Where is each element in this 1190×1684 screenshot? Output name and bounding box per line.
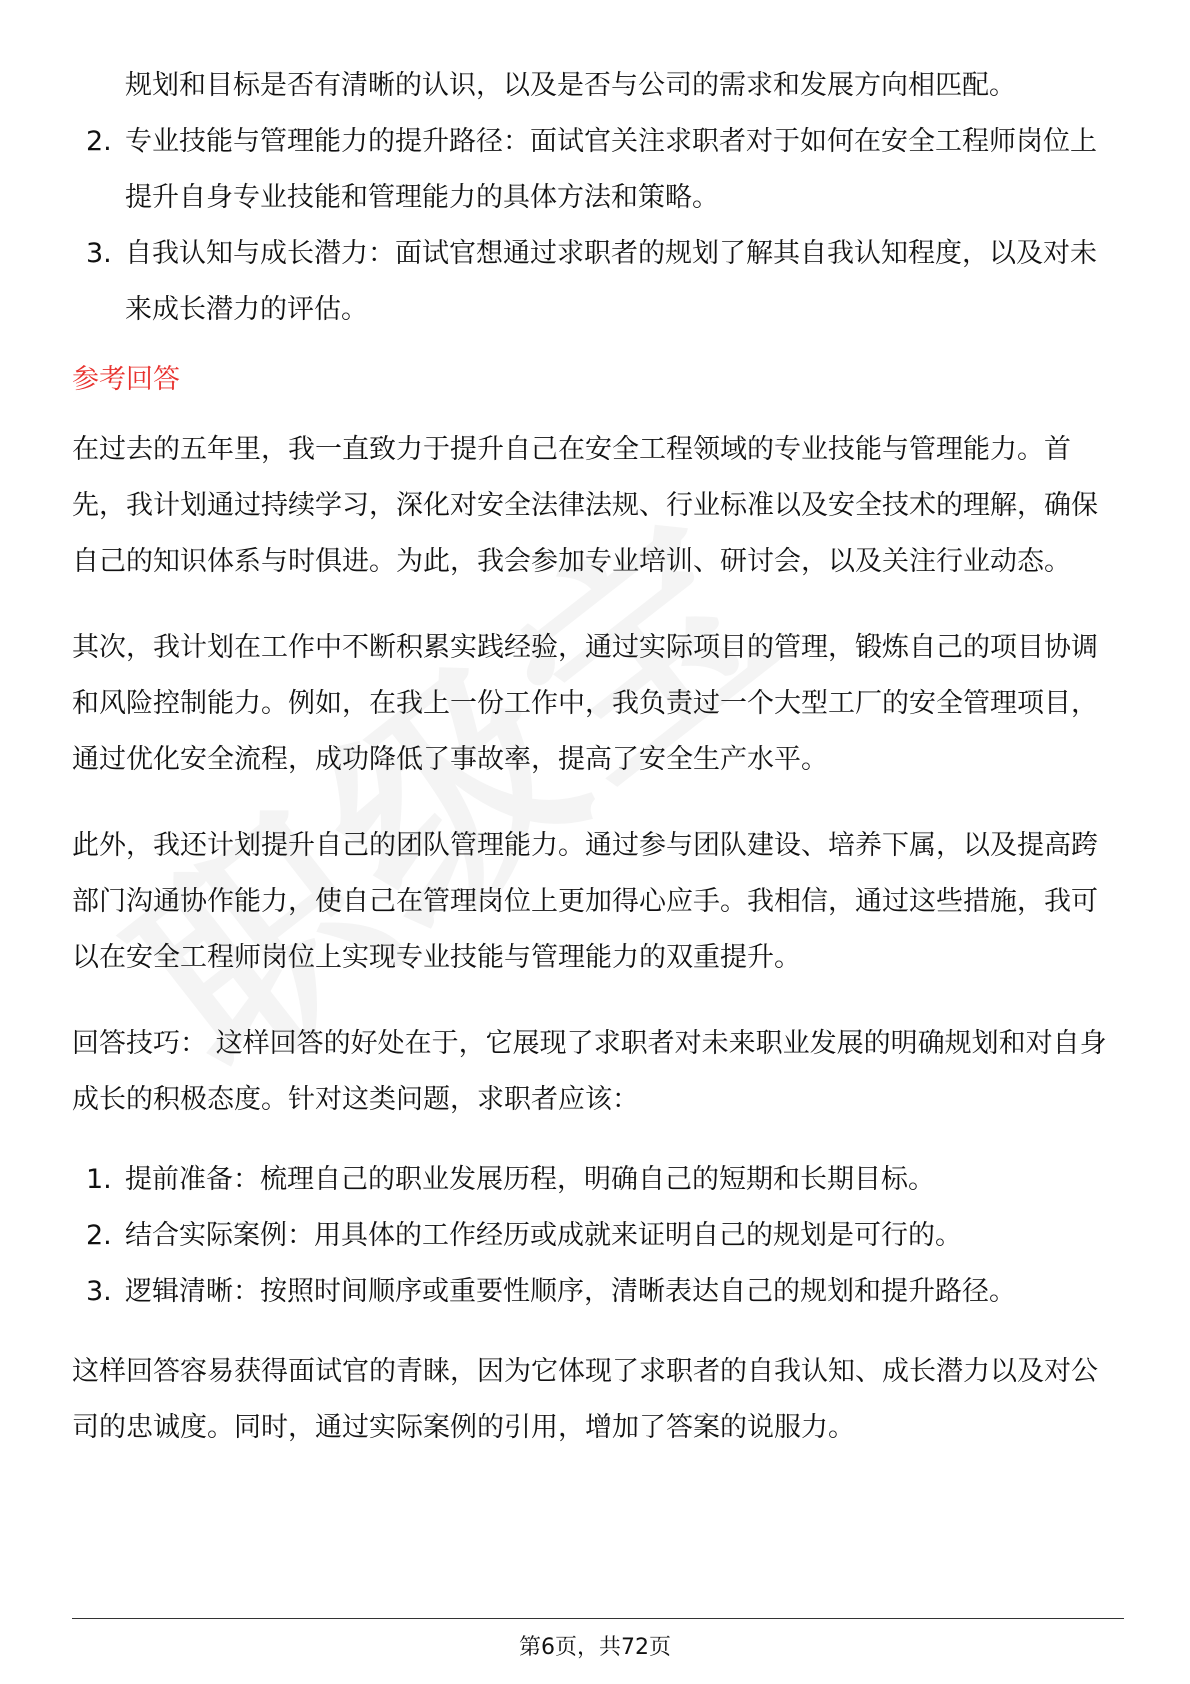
list-item-text: 结合实际案例：用具体的工作经历或成就来证明自己的规划是可行的。 <box>125 1220 962 1251</box>
tips-list <box>72 1152 1122 1320</box>
list-continuation: 规划和目标是否有清晰的认识，以及是否与公司的需求和发展方向相匹配。 <box>125 70 1016 101</box>
list-item <box>72 1208 1122 1264</box>
list-number: 3. <box>86 238 112 269</box>
list-number: 3. <box>86 1276 112 1307</box>
paragraph: 其次，我计划在工作中不断积累实践经验，通过实际项目的管理，锻炼自己的项目协调和风险控制能力。例如，在我上一份工作中，我负责过一个大型工厂的安全管理项目，通过优化安全流程，成功降低了事故率，提高了安全生产水平。 <box>72 632 1098 775</box>
list-number: 2. <box>86 1220 112 1251</box>
tips-intro: 回答技巧： 这样回答的好处在于，它展现了求职者对未来职业发展的明确规划和对自身成长的积极态度。针对这类问题，求职者应该： <box>72 1028 1107 1115</box>
footer-divider <box>72 1618 1124 1619</box>
list-item-text: 自我认知与成长潜力：面试官想通过求职者的规划了解其自我认知程度，以及对未来成长潜力的评估。 <box>125 238 1097 325</box>
criteria-list <box>72 114 1122 338</box>
list-number: 1. <box>86 1164 112 1195</box>
list-item <box>72 226 1122 338</box>
list-number: 2. <box>86 126 112 157</box>
list-item-text: 提前准备：梳理自己的职业发展历程，明确自己的短期和长期目标。 <box>125 1164 935 1195</box>
list-item <box>72 114 1122 226</box>
list-item <box>72 1152 1122 1208</box>
paragraph: 此外，我还计划提升自己的团队管理能力。通过参与团队建设、培养下属，以及提高跨部门沟通协作能力，使自己在管理岗位上更加得心应手。我相信，通过这些措施，我可以在安全工程师岗位上实现专业技能与管理能力的双重提升。 <box>72 830 1098 973</box>
list-item-text: 逻辑清晰：按照时间顺序或重要性顺序，清晰表达自己的规划和提升路径。 <box>125 1276 1016 1307</box>
page-number: 第6页，共72页 <box>519 1635 671 1660</box>
list-item <box>72 1264 1122 1320</box>
list-item-text: 专业技能与管理能力的提升路径：面试官关注求职者对于如何在安全工程师岗位上提升自身专业技能和管理能力的具体方法和策略。 <box>125 126 1097 213</box>
page-content <box>72 58 1122 1456</box>
section-title: 参考回答 <box>72 364 180 395</box>
closing-paragraph: 这样回答容易获得面试官的青睐，因为它体现了求职者的自我认知、成长潜力以及对公司的忠诚度。同时，通过实际案例的引用，增加了答案的说服力。 <box>72 1356 1098 1443</box>
paragraph: 在过去的五年里，我一直致力于提升自己在安全工程领域的专业技能与管理能力。首先，我计划通过持续学习，深化对安全法律法规、行业标准以及安全技术的理解，确保自己的知识体系与时俱进。为此，我会参加专业培训、研讨会，以及关注行业动态。 <box>72 434 1098 577</box>
